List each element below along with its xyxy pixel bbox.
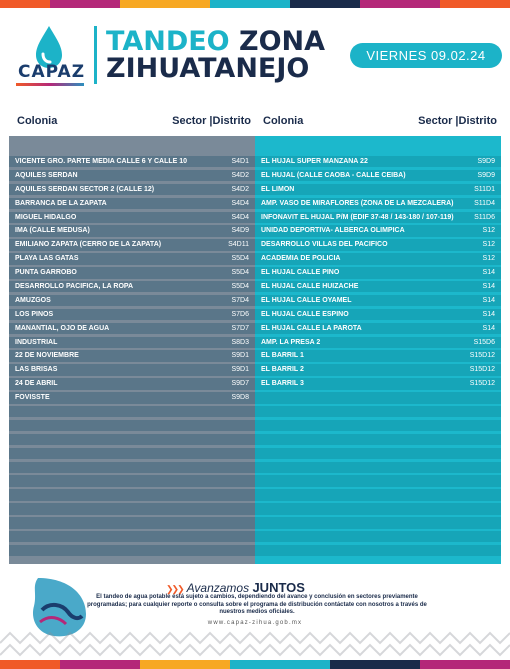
date-badge: VIERNES 09.02.24 bbox=[350, 43, 502, 68]
sector-cell: S14 bbox=[482, 269, 495, 277]
table-row bbox=[255, 448, 501, 459]
table-row bbox=[9, 392, 255, 403]
right-schedule-table bbox=[255, 106, 501, 564]
sector-cell: S12 bbox=[482, 241, 495, 249]
sector-cell: S9D9 bbox=[477, 171, 495, 179]
title-word-tandeo: TANDEO bbox=[106, 26, 230, 57]
sector-cell: S5D4 bbox=[231, 255, 249, 263]
colonia-cell: PLAYA LAS GATAS bbox=[15, 255, 79, 263]
right-rows bbox=[255, 156, 501, 559]
table-row bbox=[9, 323, 255, 334]
colonia-cell: LAS BRISAS bbox=[15, 366, 58, 374]
sector-cell: S9D1 bbox=[231, 352, 249, 360]
table-row bbox=[255, 434, 501, 445]
page-title bbox=[106, 28, 325, 82]
left-table-header bbox=[9, 106, 255, 136]
arrows-icon: ❯❯❯ bbox=[166, 584, 183, 594]
table-row bbox=[9, 184, 255, 195]
colonia-cell: DESARROLLO PACIFICA, LA ROPA bbox=[15, 283, 134, 291]
header-divider bbox=[94, 26, 97, 84]
table-row bbox=[255, 198, 501, 209]
table-row bbox=[255, 295, 501, 306]
colonia-cell: EL BARRIL 2 bbox=[261, 366, 304, 374]
colonia-cell: PUNTA GARROBO bbox=[15, 269, 77, 277]
logo-text: CAPAZ bbox=[18, 62, 86, 82]
colonia-header: Colonia bbox=[263, 115, 304, 127]
colonia-cell: FOVISSTE bbox=[15, 394, 50, 402]
table-row bbox=[9, 253, 255, 264]
sector-cell: S5D4 bbox=[231, 283, 249, 291]
colonia-cell: ACADEMIA DE POLICIA bbox=[261, 255, 341, 263]
colonia-cell: EL BARRIL 1 bbox=[261, 352, 304, 360]
colonia-cell: 24 DE ABRIL bbox=[15, 380, 58, 388]
table-row bbox=[255, 337, 501, 348]
footer-pattern-decoration bbox=[0, 628, 510, 658]
table-row bbox=[9, 475, 255, 486]
colonia-cell: EL HUJAL SUPER MANZANA 22 bbox=[261, 158, 368, 165]
title-word-zona: ZONA bbox=[239, 26, 326, 57]
sector-cell: S9D8 bbox=[231, 394, 249, 402]
colonia-cell: LOS PINOS bbox=[15, 310, 54, 318]
table-row bbox=[255, 475, 501, 486]
table-row bbox=[9, 239, 255, 250]
table-row bbox=[9, 156, 255, 167]
table-row bbox=[9, 281, 255, 292]
table-row bbox=[255, 364, 501, 375]
sector-cell: S15D6 bbox=[473, 338, 495, 346]
colonia-cell: INFONAVIT EL HUJAL P/M (EDIF 37-48 / 143-180 / 107-119) bbox=[261, 213, 454, 221]
colonia-cell: 22 DE NOVIEMBRE bbox=[15, 352, 79, 360]
colonia-cell: EL LIMON bbox=[261, 185, 295, 193]
bottom-color-stripe bbox=[0, 660, 510, 669]
sector-cell: S9D1 bbox=[231, 366, 249, 374]
table-row bbox=[9, 434, 255, 445]
colonia-cell: DESARROLLO VILLAS DEL PACIFICO bbox=[261, 241, 388, 249]
sector-cell: S5D4 bbox=[231, 269, 249, 277]
table-row bbox=[255, 267, 501, 278]
slogan bbox=[166, 580, 305, 595]
table-row bbox=[255, 462, 501, 473]
sector-cell: S15D12 bbox=[469, 352, 495, 360]
slogan-word-avanzamos: Avanzamos bbox=[186, 581, 250, 595]
colonia-cell: VICENTE GRO. PARTE MEDIA CALLE 6 Y CALLE 10 bbox=[15, 158, 188, 165]
table-row bbox=[255, 545, 501, 556]
colonia-cell: EL HUJAL CALLE OYAMEL bbox=[261, 296, 352, 304]
table-row bbox=[255, 184, 501, 195]
table-row bbox=[255, 406, 501, 417]
sector-cell: S14 bbox=[482, 283, 495, 291]
table-row bbox=[9, 225, 255, 236]
table-row bbox=[9, 545, 255, 556]
table-row bbox=[255, 350, 501, 361]
table-row bbox=[255, 212, 501, 223]
table-row bbox=[255, 420, 501, 431]
sector-cell: S14 bbox=[482, 296, 495, 304]
colonia-cell: EL HUJAL CALLE LA PAROTA bbox=[261, 324, 362, 332]
sector-cell: S9D9 bbox=[477, 158, 495, 165]
colonia-cell: MIGUEL HIDALGO bbox=[15, 213, 77, 221]
table-row bbox=[9, 503, 255, 514]
colonia-cell: EL HUJAL CALLE ESPINO bbox=[261, 310, 349, 318]
table-row bbox=[255, 281, 501, 292]
table-row bbox=[9, 212, 255, 223]
table-row bbox=[255, 225, 501, 236]
sector-cell: S4D1 bbox=[231, 158, 249, 165]
table-row bbox=[255, 156, 501, 167]
sector-cell: S14 bbox=[482, 310, 495, 318]
colonia-cell: EL HUJAL (CALLE CAOBA - CALLE CEIBA) bbox=[261, 171, 406, 179]
title-zihuatanejo: ZIHUATANEJO bbox=[106, 53, 310, 84]
sector-cell: S7D7 bbox=[231, 324, 249, 332]
table-row bbox=[255, 517, 501, 528]
table-row bbox=[9, 420, 255, 431]
table-row bbox=[9, 448, 255, 459]
table-row bbox=[255, 253, 501, 264]
slogan-word-juntos: JUNTOS bbox=[252, 580, 305, 595]
sector-cell: S11D6 bbox=[474, 213, 495, 221]
colonia-header: Colonia bbox=[17, 115, 58, 127]
table-row bbox=[255, 170, 501, 181]
sector-cell: S14 bbox=[482, 324, 495, 332]
right-table-header bbox=[255, 106, 501, 136]
table-row bbox=[255, 239, 501, 250]
table-row bbox=[9, 364, 255, 375]
table-row bbox=[255, 531, 501, 542]
table-row bbox=[9, 406, 255, 417]
left-rows bbox=[9, 156, 255, 559]
table-row bbox=[9, 531, 255, 542]
colonia-cell: EL HUJAL CALLE HUIZACHE bbox=[261, 283, 359, 291]
colonia-cell: INDUSTRIAL bbox=[15, 338, 58, 346]
sector-cell: S7D4 bbox=[231, 296, 249, 304]
sector-cell: S4D9 bbox=[231, 227, 249, 235]
table-row bbox=[255, 392, 501, 403]
colonia-cell: MANANTIAL, OJO DE AGUA bbox=[15, 324, 110, 332]
colonia-cell: EL HUJAL CALLE PINO bbox=[261, 269, 340, 277]
table-row bbox=[255, 503, 501, 514]
sector-cell: S9D7 bbox=[231, 380, 249, 388]
sector-header: Sector |Distrito bbox=[418, 115, 497, 127]
sector-cell: S4D4 bbox=[231, 199, 249, 207]
table-row bbox=[255, 309, 501, 320]
table-row bbox=[9, 462, 255, 473]
sector-cell: S11D4 bbox=[474, 199, 495, 207]
sector-cell: S4D2 bbox=[231, 185, 249, 193]
sector-cell: S8D3 bbox=[231, 338, 249, 346]
sector-cell: S4D4 bbox=[231, 213, 249, 221]
sector-cell: S12 bbox=[482, 255, 495, 263]
colonia-cell: AMP. VASO DE MIRAFLORES (ZONA DE LA MEZCALERA) bbox=[261, 199, 454, 207]
sector-cell: S15D12 bbox=[469, 380, 495, 388]
website-link[interactable]: www.capaz-zihua.gob.mx bbox=[207, 620, 303, 626]
table-row bbox=[255, 489, 501, 500]
sector-cell: S4D11 bbox=[228, 241, 249, 249]
colonia-cell: EMILIANO ZAPATA (CERRO DE LA ZAPATA) bbox=[15, 241, 162, 249]
colonia-cell: AQUILES SERDAN SECTOR 2 (CALLE 12) bbox=[15, 185, 155, 193]
table-row bbox=[9, 309, 255, 320]
disclaimer-text: El tandeo de agua potable está sujeto a cambios, dependiendo del avance y conclusión en sectores previamente programadas; para cualquier reporte o consulta sobre el programa de distribución contáctate con nosotros a través de nuestros medios oficiales. bbox=[87, 594, 427, 616]
colonia-cell: AQUILES SERDAN bbox=[15, 171, 78, 179]
colonia-cell: AMUZGOS bbox=[15, 296, 51, 304]
sector-cell: S11D1 bbox=[474, 185, 495, 193]
table-row bbox=[9, 198, 255, 209]
table-row bbox=[9, 170, 255, 181]
table-row bbox=[9, 489, 255, 500]
table-row bbox=[255, 323, 501, 334]
sector-cell: S15D12 bbox=[469, 366, 495, 374]
sector-header: Sector |Distrito bbox=[172, 115, 251, 127]
logo-tagline-bar bbox=[16, 83, 84, 86]
table-row bbox=[255, 378, 501, 389]
colonia-cell: AMP. LA PRESA 2 bbox=[261, 338, 321, 346]
top-color-stripe bbox=[0, 0, 510, 8]
table-row bbox=[9, 517, 255, 528]
table-row bbox=[9, 267, 255, 278]
table-row bbox=[9, 337, 255, 348]
table-row bbox=[9, 295, 255, 306]
sector-cell: S7D6 bbox=[231, 310, 249, 318]
colonia-cell: BARRANCA DE LA ZAPATA bbox=[15, 199, 107, 207]
table-row bbox=[9, 350, 255, 361]
colonia-cell: UNIDAD DEPORTIVA- ALBERCA OLIMPICA bbox=[261, 227, 405, 235]
table-row bbox=[9, 378, 255, 389]
sector-cell: S4D2 bbox=[231, 171, 249, 179]
colonia-cell: IMA (CALLE MEDUSA) bbox=[15, 227, 90, 235]
colonia-cell: EL BARRIL 3 bbox=[261, 380, 304, 388]
left-schedule-table bbox=[9, 106, 255, 564]
sector-cell: S12 bbox=[482, 227, 495, 235]
